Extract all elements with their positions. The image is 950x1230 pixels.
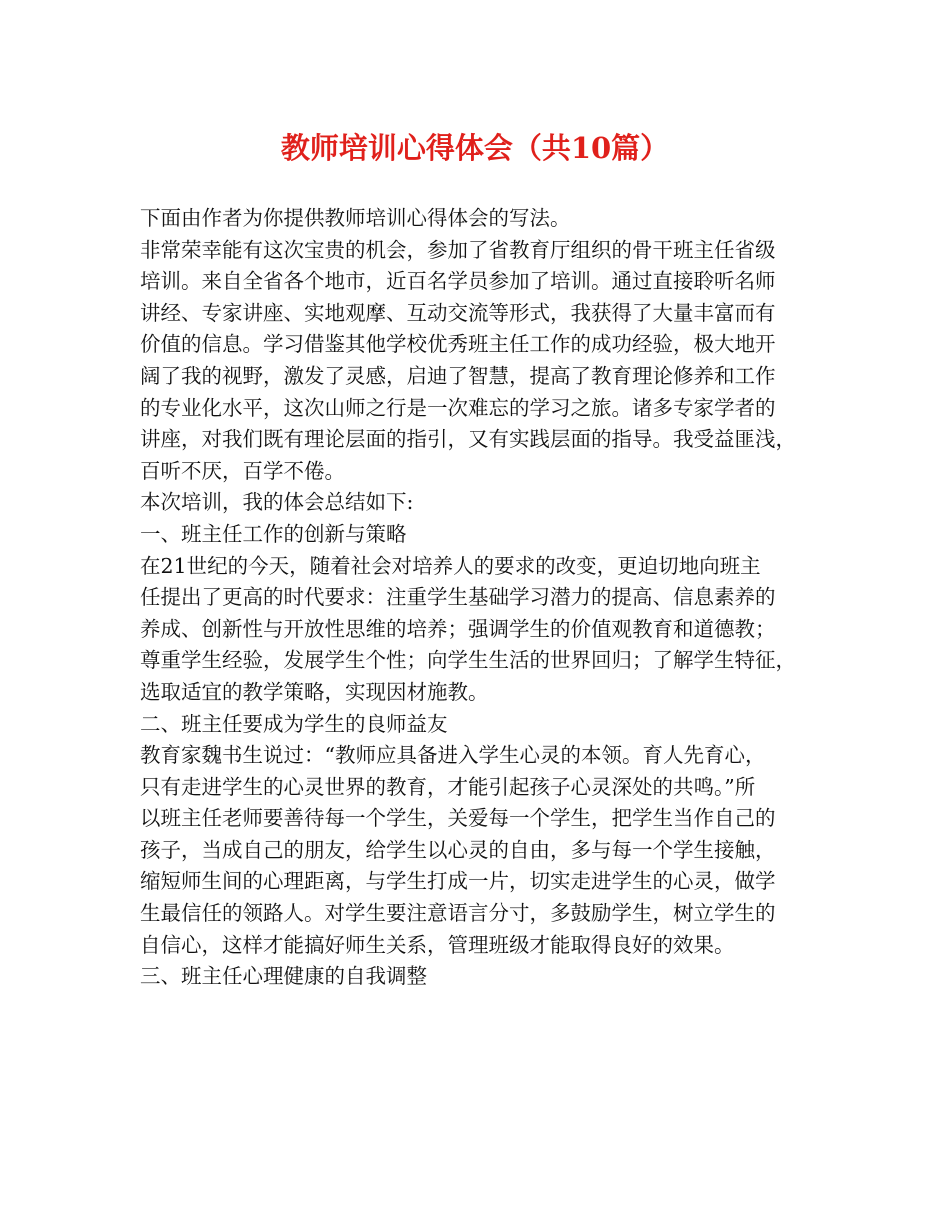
body-line: 非常荣幸能有这次宝贵的机会，参加了省教育厅组织的骨干班主任省级 [140,237,776,262]
body-line: 培训。来自全省各个地市，近百名学员参加了培训。通过直接聆听名师 [140,269,776,294]
body-line: 教育家魏书生说过：“教师应具备进入学生心灵的本领。育人先育心， [140,743,766,768]
section-heading: 一、班主任工作的创新与策略 [140,521,407,546]
body-line: 以班主任老师要善待每一个学生，关爱每一个学生，把学生当作自己的 [140,806,776,831]
body-line: 孩子，当成自己的朋友，给学生以心灵的自由，多与每一个学生接触， [140,837,776,862]
body-line: 的专业化水平，这次山师之行是一次难忘的学习之旅。诸多专家学者的 [140,395,776,420]
body-line: 价值的信息。学习借鉴其他学校优秀班主任工作的成功经验，极大地开 [140,332,776,357]
body-line: 讲经、专家讲座、实地观摩、互动交流等形式，我获得了大量丰富而有 [140,300,776,325]
body-line: 养成、创新性与开放性思维的培养；强调学生的价值观教育和道德教； [140,616,776,641]
body-line: 缩短师生间的心理距离，与学生打成一片，切实走进学生的心灵，做学 [140,869,776,894]
body-line: 讲座，对我们既有理论层面的指引，又有实践层面的指导。我受益匪浅， [140,427,796,452]
section-heading: 三、班主任心理健康的自我调整 [140,964,427,989]
body-line: 百听不厌，百学不倦。 [140,458,345,483]
body-line: 在21世纪的今天，随着社会对培养人的要求的改变，更迫切地向班主 [140,553,761,578]
body-line: 下面由作者为你提供教师培训心得体会的写法。 [140,206,571,230]
body-line: 本次培训，我的体会总结如下: [140,490,414,515]
body-line: 阔了我的视野，激发了灵感，启迪了智慧，提高了教育理论修养和工作 [140,363,776,388]
document-title: 教师培训心得体会（共10篇） [280,131,670,165]
body-line: 自信心，这样才能搞好师生关系，管理班级才能取得良好的效果。 [140,932,735,957]
body-line: 只有走进学生的心灵世界的教育，才能引起孩子心灵深处的共鸣。”所 [140,774,756,799]
body-line: 选取适宜的教学策略，实现因材施教。 [140,679,489,704]
body-line: 任提出了更高的时代要求：注重学生基础学习潜力的提高、信息素养的 [140,585,776,610]
body-line: 尊重学生经验，发展学生个性；向学生生活的世界回归；了解学生特征， [140,648,796,673]
body-line: 生最信任的领路人。对学生要注意语言分寸，多鼓励学生，树立学生的 [140,901,776,926]
document-body [140,203,820,993]
section-heading: 二、班主任要成为学生的良师益友 [140,711,448,736]
